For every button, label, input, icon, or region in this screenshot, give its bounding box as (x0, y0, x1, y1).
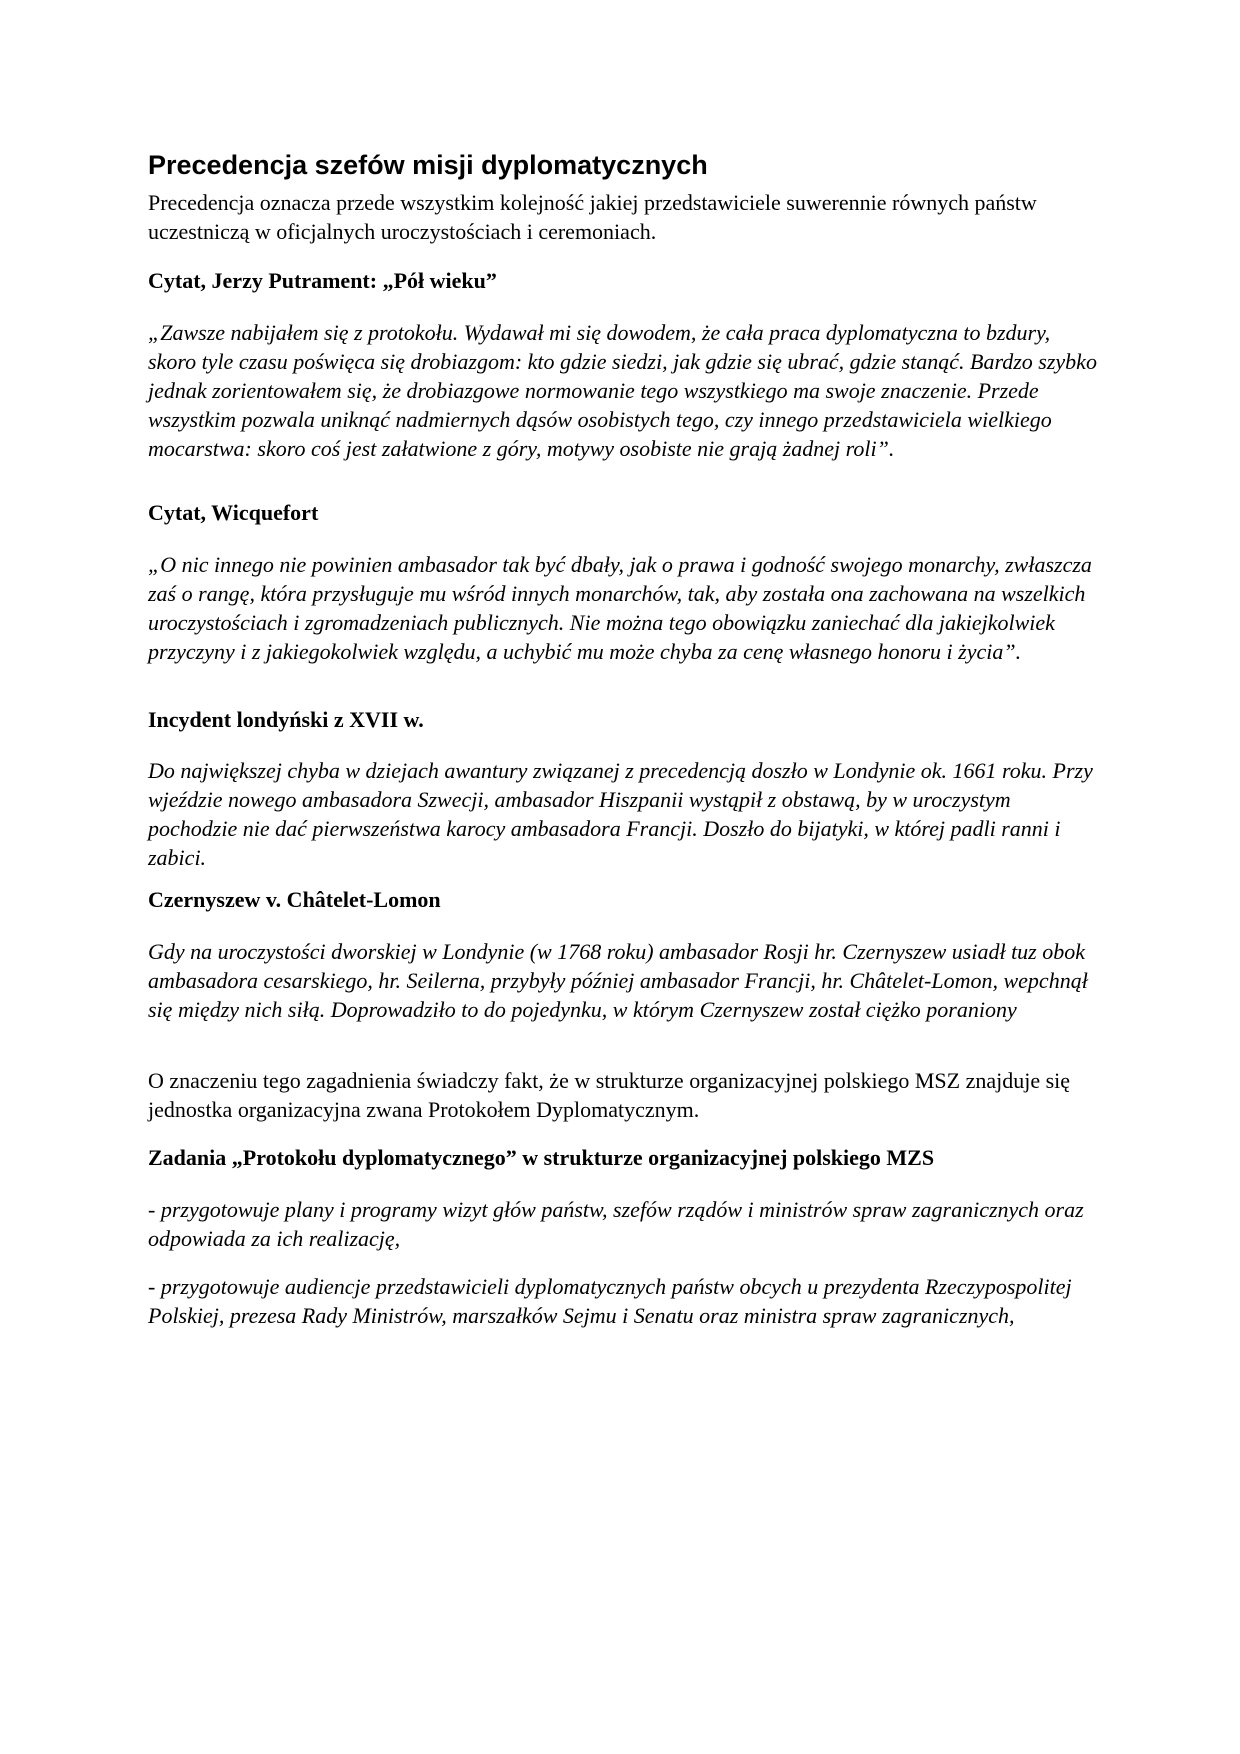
task-item: - przygotowuje audiencje przedstawicieli dyplomatycznych państw obcych u prezydenta Rzeczypospolitej Polskiej, prezesa Rady Ministrów, marszałków Sejmu i Senatu oraz ministra spraw zagranicznych, (148, 1274, 1072, 1328)
section-heading-london-incident: Incydent londyński z XVII w. (148, 707, 424, 732)
section-heading-wicquefort: Cytat, Wicquefort (148, 500, 319, 525)
section-heading-czernyszew: Czernyszew v. Châtelet-Lomon (148, 887, 441, 912)
task-item: - przygotowuje plany i programy wizyt głów państw, szefów rządów i ministrów spraw zagranicznych oraz odpowiada za ich realizację, (148, 1197, 1084, 1251)
section-heading-putrament: Cytat, Jerzy Putrament: „Pół wieku” (148, 268, 497, 293)
document-title: Precedencja szefów misji dyplomatycznych (148, 150, 708, 180)
tasks-heading: Zadania „Protokołu dyplomatycznego” w strukturze organizacyjnej polskiego MZS (148, 1145, 935, 1170)
conclusion-paragraph: O znaczeniu tego zagadnienia świadczy fakt, że w strukturze organizacyjnej polskiego MSZ znajduje się jednostka organizacyjna zwana Protokołem Dyplomatycznym. (148, 1068, 1071, 1122)
section-body-wicquefort: „O nic innego nie powinien ambasador tak być dbały, jak o prawa i godność swojego monarchy, zwłaszcza zaś o rangę, która przysługuje mu wśród innych monarchów, tak, aby została ona zachowana na wszelkich uroczystościach i zgromadzeniach publicznych. Nie można tego obowiązku zaniechać dla jakiejkolwiek przyczyny i z jakiegokolwiek względu, a uchybić mu może chyba za cenę własnego honoru i życia”. (148, 552, 1092, 664)
intro-paragraph: Precedencja oznacza przede wszystkim kolejność jakiej przedstawiciele suwerennie równych państw uczestniczą w oficjalnych uroczystościach i ceremoniach. (148, 190, 1037, 244)
section-body-czernyszew: Gdy na uroczystości dworskiej w Londynie (w 1768 roku) ambasador Rosji hr. Czernyszew usiadł tuz obok ambasadora cesarskiego, hr. Seilerna, przybyły później ambasador Francji, hr. Châtelet-Lomon, wepchnął się między nich siłą. Doprowadziło to do pojedynku, w którym Czernyszew został ciężko poraniony (148, 939, 1088, 1022)
section-body-london-incident: Do największej chyba w dziejach awantury związanej z precedencją doszło w Londynie ok. 1661 roku. Przy wjeździe nowego ambasadora Szwecji, ambasador Hiszpanii wystąpił z obstawą, by w uroczystym pochodzie nie dać pierwszeństwa karocy ambasadora Francji. Doszło do bijatyki, w której padli ranni i zabici. (148, 758, 1093, 870)
section-body-putrament: „Zawsze nabijałem się z protokołu. Wydawał mi się dowodem, że cała praca dyplomatyczna to bzdury, skoro tyle czasu poświęca się drobiazgom: kto gdzie siedzi, jak gdzie się ubrać, gdzie stanąć. Bardzo szybko jednak zorientowałem się, że drobiazgowe normowanie tego wszystkiego ma swoje znaczenie. Przede wszystkim pozwala uniknąć nadmiernych dąsów osobistych tego, czy innego przedstawiciela wielkiego mocarstwa: skoro coś jest załatwione z góry, motywy osobiste nie grają żadnej roli”. (148, 320, 1097, 461)
